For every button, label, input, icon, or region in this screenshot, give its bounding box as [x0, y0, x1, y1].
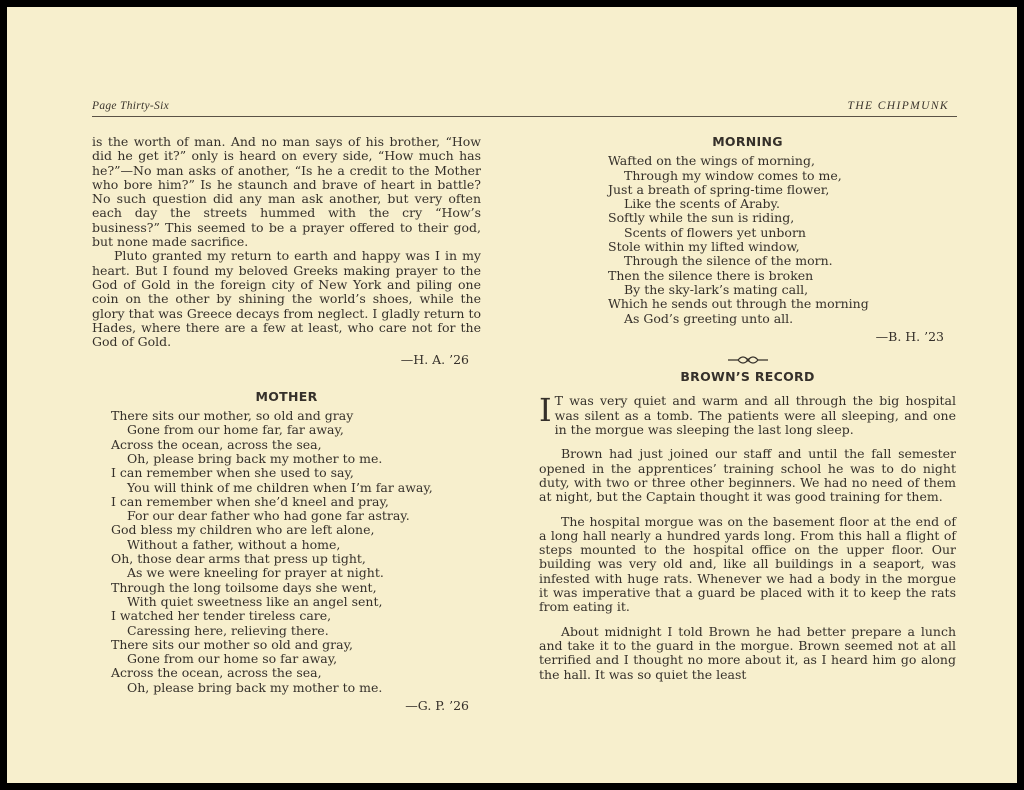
poem-line: Through the long toilsome days she went, — [111, 579, 377, 595]
poem-mother-signature: —G. P. ’26 — [405, 697, 469, 713]
poem-line: Caressing here, relieving there. — [127, 622, 329, 638]
poem-line: Across the ocean, across the sea, — [111, 436, 322, 452]
poem-line: I can remember when she used to say, — [111, 465, 354, 481]
poem-line: For our dear father who had gone far astray. — [127, 508, 410, 524]
poem-line: I watched her tender tireless care, — [111, 608, 332, 624]
poem-line: God bless my children who are left alone, — [111, 522, 375, 538]
poem-line: Without a father, without a home, — [127, 536, 341, 552]
poem-line: There sits our mother so old and gray, — [111, 636, 353, 652]
poem-line: Softly while the sun is riding, — [608, 210, 795, 226]
poem-line: Like the scents of Araby. — [624, 196, 780, 212]
publication-title: THE CHIPMUNK — [847, 100, 949, 112]
poem-title-morning: MORNING — [712, 134, 783, 149]
poem-morning — [539, 154, 956, 326]
story-browns-record — [539, 391, 956, 682]
right-column — [539, 135, 956, 692]
story-title: BROWN’S RECORD — [680, 369, 815, 385]
poem-line: As God’s greeting unto all. — [624, 310, 794, 326]
drop-cap: I — [539, 391, 552, 430]
poem-line: Just a breath of spring-time flower, — [608, 181, 830, 197]
story-first-paragraph: T was very quiet and warm and all through the big hospital was silent as a tomb. The patients were all sleeping, and one in the morgue was sleeping the last long sleep. — [554, 393, 956, 438]
poem-line: There sits our mother, so old and gray — [111, 408, 354, 424]
poem-mother — [92, 409, 481, 695]
poem-line: With quiet sweetness like an angel sent, — [127, 593, 383, 609]
poem-line: Then the silence there is broken — [608, 267, 814, 283]
story-paragraph — [539, 391, 956, 438]
essay-signature: —H. A. ’26 — [400, 352, 469, 368]
poem-line: Across the ocean, across the sea, — [111, 665, 322, 681]
poem-title-mother: MOTHER — [255, 388, 318, 404]
magazine-page — [7, 7, 1017, 783]
poem-line: Stole within my lifted window, — [608, 239, 800, 255]
poem-line: Oh, those dear arms that press up tight, — [111, 551, 366, 567]
poem-line: Through my window comes to me, — [624, 167, 842, 183]
poem-line: Gone from our home so far away, — [127, 651, 338, 667]
story-paragraph: Brown had just joined our staff and until the fall semester opened in the apprentices’ training school he was to do night duty, with two or three other beginners. We had no need of them at night, but the Captain thought it was good training for them. — [539, 446, 956, 505]
ornament-divider-icon — [539, 354, 956, 366]
story-paragraph: About midnight I told Brown he had better prepare a lunch and take it to the guard in the morgue. Brown seemed not at all terrified and I thought no more about it, as I heard him go along the hall. It was so quiet the least — [539, 623, 956, 682]
story-paragraph: The hospital morgue was on the basement floor at the end of a long hall nearly a hundred yards long. From this hall a flight of steps mounted to the hospital office on the upper floor. Our building was very old and, like all buildings in a seaport, was infested with huge rats. Whenever we had a body in the morgue it was imperative that a guard be placed with it to keep the rats from eating it. — [539, 513, 956, 615]
poem-line: I can remember when she’d kneel and pray, — [111, 493, 389, 509]
poem-line: Wafted on the wings of morning, — [608, 153, 815, 169]
left-column — [92, 135, 481, 713]
page-number: Page Thirty-Six — [92, 100, 169, 112]
essay-paragraph: Pluto granted my return to earth and happy was I in my heart. But I found my beloved Greeks making prayer to the God of Gold in the foreign city of New York and piling one coin on the other by shining the world’s shoes, while the glory that was Greece decays from neglect. I gladly return to Hades, where there are a few at least, who care not for the God of Gold. — [92, 248, 481, 350]
poem-line: Oh, please bring back my mother to me. — [127, 450, 383, 466]
poem-line: Scents of flowers yet unborn — [624, 224, 806, 240]
poem-morning-signature: —B. H. ’23 — [875, 328, 944, 344]
poem-line: Which he sends out through the morning — [608, 296, 869, 312]
poem-line: Through the silence of the morn. — [624, 253, 833, 269]
essay-paragraph: is the worth of man. And no man says of his brother, “How did he get it?” only is heard on every side, “How much has he?”—No man asks of another, “Is he a credit to the Mother who bore him?” Is he staunch and brave of heart in battle? No such question did any man ask another, but very often each day the streets hummed with the cry “How’s business?” This seemed to be a prayer offered to their god, but none made sacrifice. — [92, 134, 481, 250]
poem-line: By the sky-lark’s mating call, — [624, 281, 809, 297]
poem-line: As we were kneeling for prayer at night. — [127, 565, 384, 581]
poem-line: You will think of me children when I’m far away, — [127, 479, 433, 495]
header-rule — [92, 116, 957, 117]
poem-line: Oh, please bring back my mother to me. — [127, 679, 383, 695]
poem-line: Gone from our home far, far away, — [127, 422, 344, 438]
